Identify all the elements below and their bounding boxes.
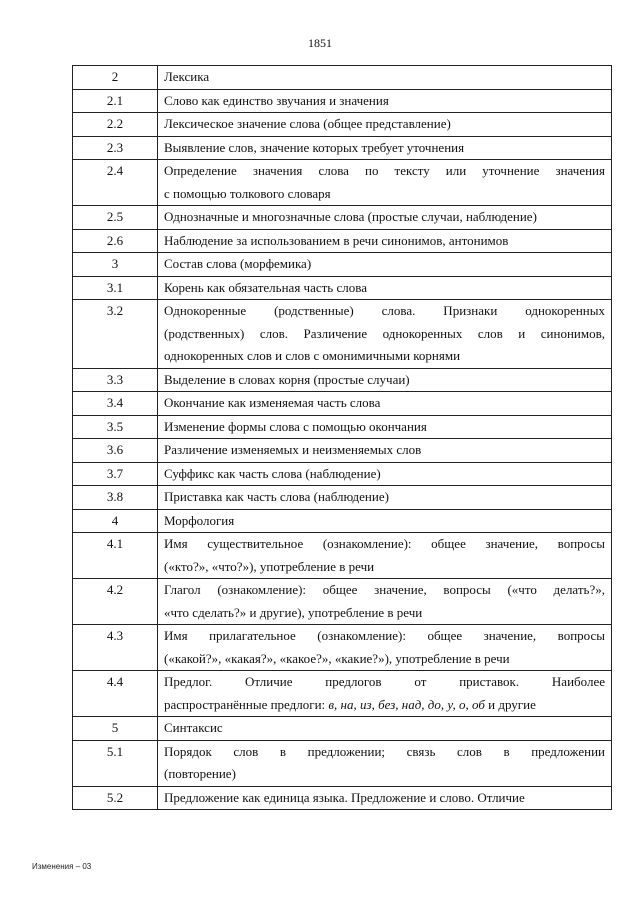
section-number: 4: [73, 509, 158, 533]
table-row: [73, 486, 612, 510]
topic-text-line: Однокоренные (родственные) слова. Признаки однокоренных: [164, 303, 605, 318]
section-topic: [158, 368, 612, 392]
table-row: [73, 136, 612, 160]
topic-text-line: [164, 694, 605, 717]
section-number: 2.5: [73, 206, 158, 230]
section-topic: [158, 786, 612, 810]
section-number: 4.4: [73, 671, 158, 717]
topic-text-line: Порядок слов в предложении; связь слов в предложении: [164, 743, 605, 759]
section-number: 2.3: [73, 136, 158, 160]
section-number: 5.1: [73, 740, 158, 786]
topic-text-line: Морфология: [164, 512, 235, 528]
table-row: [73, 786, 612, 810]
table-row: [73, 160, 612, 206]
table-row: [73, 89, 612, 113]
topic-text-tail: и другие: [484, 696, 536, 712]
section-topic: [158, 66, 612, 90]
section-topic: [158, 206, 612, 230]
table-row: [73, 717, 612, 741]
section-number: 2.1: [73, 89, 158, 113]
section-number: 4.1: [73, 533, 158, 579]
section-number: 3.1: [73, 276, 158, 300]
section-number: 4.2: [73, 579, 158, 625]
table-row: [73, 276, 612, 300]
topic-text-line: (повторение): [164, 766, 236, 781]
section-topic: [158, 625, 612, 671]
topic-text-line: Изменение формы слова с помощью окончания: [164, 418, 427, 434]
section-topic: [158, 300, 612, 369]
topic-text-line: Лексическое значение слова (общее представление): [164, 116, 451, 131]
section-number: 5.2: [73, 786, 158, 810]
section-topic: [158, 671, 612, 717]
topic-text-line: Различение изменяемых и неизменяемых слов: [164, 442, 422, 457]
topic-text-line: Предложение как единица языка. Предложение и слово. Отличие: [164, 789, 525, 805]
topic-text-line: Имя прилагательное (ознакомление): общее значение, вопросы: [164, 628, 605, 643]
table-row: [73, 229, 612, 253]
section-number: 5: [73, 717, 158, 741]
section-topic: [158, 229, 612, 253]
section-topic: [158, 509, 612, 533]
section-number: 2.2: [73, 113, 158, 137]
table-row: [73, 253, 612, 277]
table-row: [73, 415, 612, 439]
section-topic: [158, 486, 612, 510]
topic-text: распространённые предлоги:: [164, 696, 329, 712]
section-topic: [158, 415, 612, 439]
table-row: [73, 533, 612, 579]
table-row: [73, 300, 612, 369]
section-topic: [158, 136, 612, 160]
table-row: [73, 671, 612, 717]
section-number: 3.6: [73, 439, 158, 463]
table-row: [73, 462, 612, 486]
section-number: 3.3: [73, 368, 158, 392]
section-topic: [158, 89, 612, 113]
footer-revision-note: Изменения – 03: [32, 862, 92, 871]
table-row: [73, 206, 612, 230]
topic-text-line: Корень как обязательная часть слова: [164, 279, 367, 295]
section-number: 2.6: [73, 229, 158, 253]
section-number: 4.3: [73, 625, 158, 671]
topic-text-line: Состав слова (морфемика): [164, 256, 312, 271]
table-row: [73, 579, 612, 625]
section-topic: [158, 533, 612, 579]
topic-text-line: Приставка как часть слова (наблюдение): [164, 489, 389, 504]
table-row: [73, 439, 612, 463]
section-topic: [158, 717, 612, 741]
section-number: 3.2: [73, 300, 158, 369]
topic-text-line: Наблюдение за использованием в речи синонимов, антонимов: [164, 232, 509, 248]
topic-text-line: Синтаксис: [164, 720, 223, 735]
section-number: 3.7: [73, 462, 158, 486]
topic-text-line: Выделение в словах корня (простые случаи): [164, 371, 410, 387]
topic-text-line: («какой?», «какая?», «какое?», «какие?»), употребление в речи: [164, 650, 510, 666]
table-row: [73, 740, 612, 786]
topic-text-line: Определение значения слова по тексту или уточнение значения: [164, 163, 605, 178]
section-topic: [158, 113, 612, 137]
section-number: 3.4: [73, 392, 158, 416]
section-topic: [158, 253, 612, 277]
topic-text-line: («кто?», «что?»), употребление в речи: [164, 558, 375, 574]
topic-text-line: (родственных) слов. Различение однокоренных слов и синонимов,: [164, 325, 605, 341]
topic-text-line: однокоренных слов и слов с омонимичными корнями: [164, 348, 461, 363]
topic-text-line: Лексика: [164, 69, 210, 84]
topic-text-line: Окончание как изменяемая часть слова: [164, 395, 381, 410]
section-topic: [158, 392, 612, 416]
section-topic: [158, 462, 612, 486]
table-row: [73, 625, 612, 671]
topic-text-line: Суффикс как часть слова (наблюдение): [164, 465, 381, 481]
section-number: 2: [73, 66, 158, 90]
table-row: [73, 509, 612, 533]
section-number: 3: [73, 253, 158, 277]
section-topic: [158, 579, 612, 625]
table-row: [73, 392, 612, 416]
topic-text-line: с помощью толкового словаря: [164, 185, 331, 201]
table-row: [73, 113, 612, 137]
prepositions-list: в, на, из, без, над, до, у, о, об: [328, 696, 485, 712]
topic-text-line: Глагол (ознакомление): общее значение, вопросы («что делать?»,: [164, 582, 605, 597]
table-row: [73, 66, 612, 90]
section-number: 3.8: [73, 486, 158, 510]
section-topic: [158, 740, 612, 786]
topic-text-line: Однозначные и многозначные слова (простые случаи, наблюдение): [164, 209, 537, 224]
curriculum-table: [72, 65, 612, 810]
table-row: [73, 368, 612, 392]
section-topic: [158, 276, 612, 300]
topic-text-line: Выявление слов, значение которых требует уточнения: [164, 139, 465, 155]
page-number: 1851: [308, 36, 332, 50]
section-topic: [158, 439, 612, 463]
topic-text-line: Имя существительное (ознакомление): общее значение, вопросы: [164, 536, 605, 551]
topic-text-line: «что сделать?» и другие), употребление в речи: [164, 604, 423, 620]
topic-text-line: Предлог. Отличие предлогов от приставок. Наиболее: [164, 674, 605, 689]
topic-text-line: Слово как единство звучания и значения: [164, 92, 389, 108]
section-number: 2.4: [73, 160, 158, 206]
section-number: 3.5: [73, 415, 158, 439]
section-topic: [158, 160, 612, 206]
